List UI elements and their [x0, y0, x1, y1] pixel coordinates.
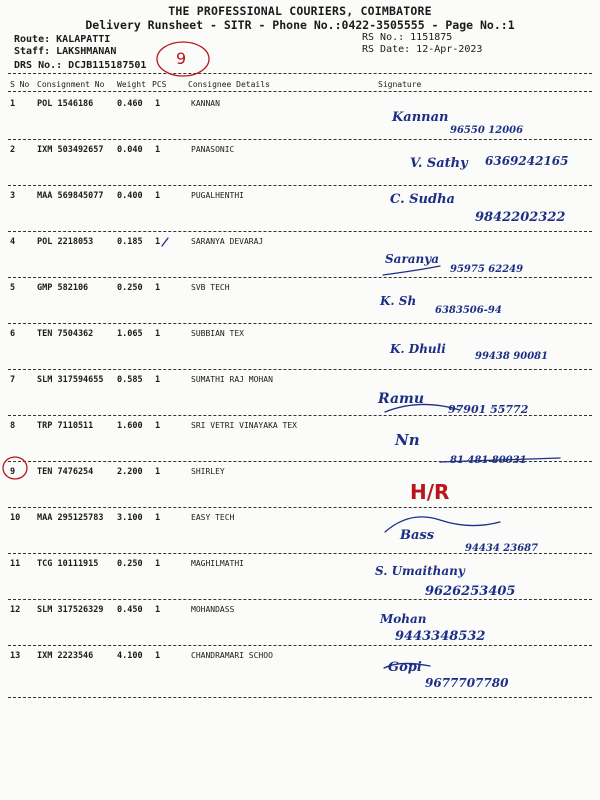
- row-consignment: TEN 7476254: [37, 467, 94, 477]
- drs-number: DRS No.: DCJB115187501: [14, 60, 147, 71]
- row-weight: 0.250: [117, 283, 143, 293]
- row-sno: 5: [10, 283, 16, 293]
- col-header-signature: Signature: [378, 80, 422, 89]
- row-pcs: 1: [155, 559, 161, 569]
- company-title: THE PROFESSIONAL COURIERS, COIMBATORE: [168, 4, 432, 18]
- row-divider: [8, 323, 592, 324]
- row-sno: 9: [10, 467, 16, 477]
- rs-number: RS No.: 1151875: [362, 32, 453, 43]
- row-pcs: 1: [155, 237, 161, 247]
- row-weight: 3.100: [117, 513, 143, 523]
- row-sno: 7: [10, 375, 16, 385]
- signature-text: S. Umaithany: [375, 564, 465, 578]
- route-label: Route: KALAPATTI: [14, 34, 111, 45]
- signature-phone: 6383506-94: [435, 305, 502, 316]
- row-pcs: 1: [155, 191, 161, 201]
- signature-text: Ramu: [378, 391, 425, 407]
- signature-text: H/R: [410, 480, 450, 504]
- row-consignment: TEN 7504362: [37, 329, 94, 339]
- runsheet-subtitle: Delivery Runsheet - SITR - Phone No.:0422-3505555 - Page No.:1: [85, 18, 515, 32]
- signature-phone: 96550 12006: [450, 125, 524, 136]
- row-weight: 0.040: [117, 145, 143, 155]
- rs-date: RS Date: 12-Apr-2023: [362, 44, 483, 55]
- row-sno: 8: [10, 421, 16, 431]
- row-consignment: TRP 7110511: [37, 421, 94, 431]
- row-sno: 10: [10, 513, 21, 523]
- signature-phone: 81 481 80031: [450, 455, 527, 466]
- col-header-weight: Weight: [117, 80, 146, 89]
- row-weight: 0.585: [117, 375, 143, 385]
- row-pcs: 1: [155, 283, 161, 293]
- row-sno: 12: [10, 605, 21, 615]
- row-consignee: KANNAN: [191, 99, 220, 108]
- row-consignment: POL 2218053: [37, 237, 94, 247]
- staff-label: Staff: LAKSHMANAN: [14, 46, 117, 57]
- row-consignee: CHANDRAMARI SCHOO: [191, 651, 273, 660]
- row-consignment: POL 1546186: [37, 99, 94, 109]
- row-divider: [8, 369, 592, 370]
- row-consignee: SARANYA DEVARAJ: [191, 237, 264, 246]
- signature-text: Nn: [395, 431, 420, 449]
- row-divider: [8, 185, 592, 186]
- header-rule-bottom: [8, 91, 592, 92]
- signature-text: C. Sudha: [390, 192, 455, 207]
- row-pcs: 1: [155, 605, 161, 615]
- row-sno: 4: [10, 237, 16, 247]
- row-consignment: TCG 10111915: [37, 559, 99, 569]
- signature-phone: 97901 55772: [448, 403, 529, 416]
- circled-mark-text: 9: [176, 49, 187, 68]
- row-consignment: MAA 569845077: [37, 191, 104, 201]
- row-divider: [8, 507, 592, 508]
- signature-text: V. Sathy: [410, 156, 468, 171]
- row-divider: [8, 231, 592, 232]
- row-consignment: MAA 295125783: [37, 513, 104, 523]
- row-consignment: SLM 317594655: [37, 375, 104, 385]
- signature-phone: 9842202322: [475, 210, 566, 225]
- signature-phone: 6369242165: [485, 154, 569, 168]
- row-sno: 2: [10, 145, 16, 155]
- row-divider: [8, 415, 592, 416]
- row-sno: 1: [10, 99, 16, 109]
- row-consignee: PANASONIC: [191, 145, 235, 154]
- signature-text: Gopi: [388, 660, 422, 675]
- row-sno: 11: [10, 559, 21, 569]
- row-weight: 0.400: [117, 191, 143, 201]
- row-divider: [8, 645, 592, 646]
- signature-phone: 9626253405: [425, 584, 516, 599]
- row-pcs: 1: [155, 467, 161, 477]
- col-header-pcs: PCS: [152, 80, 167, 89]
- signature-text: Bass: [400, 528, 435, 543]
- row-divider: [8, 553, 592, 554]
- signature-phone: 9443348532: [395, 629, 486, 644]
- signature-phone: 95975 62249: [450, 264, 524, 275]
- row-pcs: 1: [155, 145, 161, 155]
- row-consignment: IXM 503492657: [37, 145, 104, 155]
- row-divider: [8, 277, 592, 278]
- row-pcs: 1: [155, 329, 161, 339]
- row-consignee: SUMATHI RAJ MOHAN: [191, 375, 273, 384]
- signature-text: K. Dhuli: [390, 342, 446, 356]
- row-divider: [8, 139, 592, 140]
- row-consignee: PUGALHENTHI: [191, 191, 244, 200]
- row-divider: [8, 599, 592, 600]
- row-consignment: SLM 317526329: [37, 605, 104, 615]
- row-sno: 3: [10, 191, 16, 201]
- row-divider: [8, 461, 592, 462]
- signature-text: Saranya: [385, 252, 440, 266]
- row-divider: [8, 697, 592, 698]
- header-rule-top: [8, 73, 592, 74]
- signature-phone: 99438 90081: [475, 351, 549, 362]
- signature-phone: 94434 23687: [465, 543, 539, 554]
- row-pcs: 1: [155, 99, 161, 109]
- row-consignee: SUBBIAN TEX: [191, 329, 244, 338]
- row-consignee: MAGHILMATHI: [191, 559, 244, 568]
- row-weight: 1.600: [117, 421, 143, 431]
- row-weight: 0.250: [117, 559, 143, 569]
- row-weight: 0.185: [117, 237, 143, 247]
- row-consignee: MOHANDASS: [191, 605, 235, 614]
- signature-phone: 9677707780: [425, 676, 509, 690]
- row-weight: 0.450: [117, 605, 143, 615]
- row-weight: 1.065: [117, 329, 143, 339]
- row-pcs: 1: [155, 421, 161, 431]
- row-consignment: IXM 2223546: [37, 651, 94, 661]
- signature-text: K. Sh: [380, 294, 417, 308]
- row-pcs: 1: [155, 375, 161, 385]
- row-consignment: GMP 582106: [37, 283, 89, 293]
- row-consignee: SVB TECH: [191, 283, 230, 292]
- signature-text: Kannan: [392, 110, 449, 125]
- row-consignee: EASY TECH: [191, 513, 235, 522]
- col-header-sno: S No: [10, 80, 30, 89]
- row-pcs: 1: [155, 513, 161, 523]
- signature-text: Mohan: [380, 612, 427, 626]
- circled-mark-ring: [157, 42, 209, 76]
- row-weight: 4.100: [117, 651, 143, 661]
- row-pcs: 1: [155, 651, 161, 661]
- row-consignee: SRI VETRI VINAYAKA TEX: [191, 421, 297, 430]
- row-sno: 6: [10, 329, 16, 339]
- row-weight: 2.200: [117, 467, 143, 477]
- row-weight: 0.460: [117, 99, 143, 109]
- col-header-consignment: Consignment No: [37, 80, 105, 89]
- signature-mark: [370, 653, 595, 697]
- row-consignee: SHIRLEY: [191, 467, 225, 476]
- row-sno: 13: [10, 651, 21, 661]
- table-row: [0, 651, 600, 697]
- col-header-consignee: Consignee Details: [188, 80, 270, 89]
